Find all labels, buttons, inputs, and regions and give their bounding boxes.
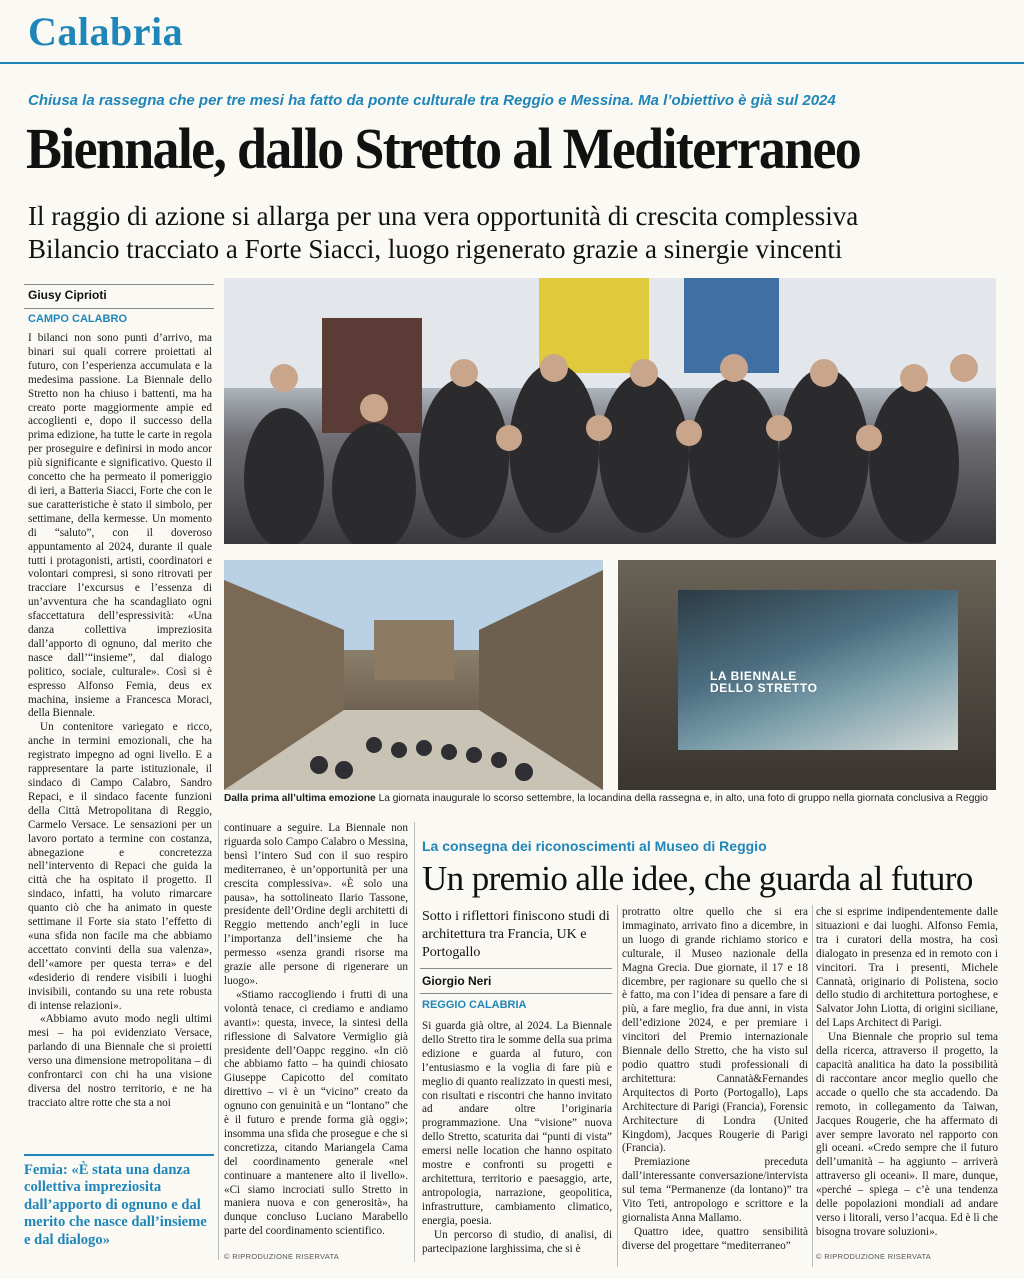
paragraph: Un percorso di studio, di analisi, di partecipazione larghissima, che si è	[422, 1228, 612, 1255]
top-divider	[0, 62, 1024, 64]
dateline-place: CAMPO CALABRO	[28, 313, 127, 325]
article2-lead: Sotto i riflettori finiscono studi di architettura tra Francia, UK e Portogallo	[422, 909, 610, 960]
caption-title: Dalla prima all’ultima emozione	[224, 793, 376, 804]
pull-quote-text: Femia: «È stata una danza collettiva impreziosita dall’apporto di ognuno e dal merito che nasce dall’insieme e dal dialogo»	[24, 1162, 207, 1248]
paragraph: che si esprime indipendentemente dalle situazioni e dai luoghi. Alfonso Femia, tra i curatori della mostra, ha così dialogato in presenza ed in remoto con i vincitori. Tra i presenti, Michele Cannatà, originario di Polistena, socio dello studio di architettura portoghese, e Salvator John Liotta, di origini siciliane, del Laps Architect di Parigi.	[816, 906, 998, 1030]
paragraph: I bilanci non sono punti d’arrivo, ma binari sui quali correre proiettati al futuro, con l’esperienza accumulata e la medesima passione. La Biennale dello Stretto non ha chiuso i battenti, ma ha creato porte maggiormente ampie ed accoglienti e, dopo il successo della prima edizione, ha tutte le carte in regola per proseguire e definirsi in modo ancor più significante e significativo. Questo il concetto che ha permeato il pomeriggio di ieri, a Batteria Siacci, Forte che con le sue caratteristiche è stato il simbolo, per settimane, della kermesse. Un momento di “saluto”, con il doveroso appuntamento al 2024, durante il quale tutti i protagonisti, artisti, coordinatori e volontari compresi, si sono ritrovati per tracciare l’excursus e l’essenza di un’avventura che ha scandagliato ogni sfaccettatura dell’espressività: «Una danza collettiva impreziosita dall’apporto di ognuno, dal merito che nasce dall’“insieme”, dal dialogo politico, sociale, culturale». Così si è espresso Alfonso Femia, deus ex machina, insieme a Francesca Moraci, della Biennale.	[28, 332, 212, 720]
copyright-notice: © RIPRODUZIONE RISERVATA	[816, 1252, 932, 1261]
paragraph: continuare a seguire. La Biennale non riguarda solo Campo Calabro o Messina, bensì l’intero Sud con il suo respiro mediterraneo, è un’opportunità per una crescita complessiva». «È solo una pausa», ha sottolineato Ilario Tassone, presidente dell’Ordine degli architetti di Reggio mettendo anch’egli in luce l’importanza dell’insieme che ha permesso «senza grandi risorse ma grazie alle persone di rigenerare un luogo».	[224, 822, 408, 987]
subhead-line-1: Il raggio di azione si allarga per una vera opportunità di crescita complessiva	[28, 201, 859, 231]
section-title: Calabria	[28, 9, 184, 54]
byline-divider	[24, 284, 214, 285]
article-column-2	[224, 822, 408, 1246]
poster-title-line-2: DELLO STRETTO	[710, 681, 818, 695]
article-kicker: Chiusa la rassegna che per tre mesi ha fatto da ponte culturale tra Reggio e Messina. Ma l’obiettivo è già sul 2024	[28, 92, 836, 109]
paragraph: Quattro idee, quattro sensibilità diverse del progettare “mediterraneo”	[622, 1225, 808, 1252]
subhead-line-2: Bilancio tracciato a Forte Siacci, luogo rigenerato grazie a sinergie vincenti	[28, 234, 843, 264]
paragraph: «Abbiamo avuto modo negli ultimi mesi – ha poi evidenziato Versace, parlando di una Biennale che si proietti verso una dimensione metropolitana – di confrontarci con chi ha una visione diversa del nostro territorio, e ne ha tracciato altre rotte che sta a noi	[28, 1013, 212, 1109]
article-headline: Biennale, dallo Stretto al Mediterraneo	[26, 116, 861, 181]
copyright-notice: © RIPRODUZIONE RISERVATA	[224, 1252, 340, 1261]
column-divider	[812, 905, 813, 1267]
poster-title-line-1: LA BIENNALE	[710, 669, 797, 683]
article-subhead	[28, 200, 1018, 266]
poster-photo	[618, 560, 996, 790]
paragraph: protratto oltre quello che si era immaginato, arrivato fino a dicembre, in un luogo di grande richiamo storico e culturale, il Museo nazionale della Magna Grecia. Due giornate, il 17 e 18 dicembre, per ragionare su quello che si è fatto, ma con l’idea di pensare a fare di più, a fare meglio, fra due anni, in vista dell’edizione 2024, e per premiare i vincitori del Premio internazionale Biennale dello Stretto, che ha visto sul podio quattro studi professionali di architettura: Cannatà&Fernandes Arquitectos di Porto (Portogallo), Laps Architecture di Parigi (Francia), Forensic Architecture di Londra (United Kingdom), Jacques Rougerie di Parigi (Francia).	[622, 906, 808, 1155]
arches-photo-illustration	[224, 560, 603, 790]
article2-kicker: La consegna dei riconoscimenti al Museo di Reggio	[422, 838, 767, 854]
dateline-place: REGGIO CALABRIA	[422, 999, 527, 1011]
article2-column-3	[816, 906, 998, 1246]
group-photo-illustration	[224, 278, 996, 544]
poster-title	[710, 670, 818, 694]
pull-quote	[24, 1154, 214, 1258]
article-column-1	[28, 332, 212, 1152]
column-divider	[617, 905, 618, 1267]
byline-divider	[420, 993, 612, 994]
author-name: Giusy Ciprioti	[28, 288, 107, 302]
byline-divider	[24, 308, 214, 309]
author-name: Giorgio Neri	[422, 974, 492, 988]
paragraph: Una Biennale che proprio sul tema della ricerca, attraverso il progetto, la capacità analitica ha dato la possibilità di raccontare ancor meglio quello che accade o quello che sta accadendo. Da remoto, in collegamento da Taiwan, Jacques Rougerie, che ha affermato di aver sempre lavorato nel rapporto con gli oceani. «Credo sempre che il futuro dell’umanità – ha aggiunto – arriverà attraverso gli oceani». Il mare, dunque, «perché – spiega – c’è una tendenza delle popolazioni mondiali ad andare verso i litorali, verso l’acqua. Ed è lì che bisogna trovare soluzioni».	[816, 1031, 998, 1238]
paragraph: Premiazione preceduta dall’interessante conversazione/intervista sul tema “Permanenze (da lontano)” tra Vito Teti, antropologo e scrittore e la giornalista Anna Mallamo.	[622, 1156, 808, 1224]
arches-photo	[224, 560, 603, 790]
article2-column-1	[422, 1020, 612, 1270]
photo-caption	[224, 792, 996, 806]
group-photo	[224, 278, 996, 544]
paragraph: «Stiamo raccogliendo i frutti di una volontà tenace, ci crediamo e andiamo avanti»: questa, invece, la sintesi della riflessione di Salvatore Vermiglio già presidente dell’Oappc reggino. «In ciò che abbiamo fatto – ha quindi chiosato Giuseppe Capicotto del comitato direttivo – vi è un “vicino” creato da ognuno con genuinità e un “lontano” che è il futuro e prende forma già oggi»; insomma una sfida che prosegue e che si concretizza, citando Mariangela Cama del coordinamento generale «nel continuare a mantenere alto il livello». «Ci siamo incrociati sullo Stretto in maniera nuova e con generosità», ha dunque concluso Luciano Marabello parte del coordinamento scientifico.	[224, 988, 408, 1238]
byline-divider	[420, 968, 612, 969]
article2-column-2	[622, 906, 808, 1270]
caption-text: La giornata inaugurale lo scorso settembre, la locandina della rassegna e, in alto, una foto di gruppo nella giornata conclusiva a Reggio	[378, 793, 988, 804]
column-divider	[218, 820, 219, 1260]
article2-headline: Un premio alle idee, che guarda al futuro	[422, 859, 973, 898]
paragraph: Un contenitore variegato e ricco, anche in termini emozionali, che ha registrato impegno ad ogni livello. E a rappresentare la parte istituzionale, il sindaco di Campo Calabro, Sandro Repaci, e il sindaco facente funzioni della Città Metropolitana di Reggio, Carmelo Versace. Le sensazioni per un lavoro portato a termine con costanza, abnegazione e concretezza nell’intervento di Repaci che guida la città che ha ospitato il progetto. Il sindaco, infatti, ha voluto rimarcare quanto ciò che ha animato in queste settimane il Forte sia stato l’effetto di «una sfida non facile ma che abbiamo accettato convinti della sua valenza», dell’«amore per questa terra» e del «desiderio di rendere visibili i luoghi invisibili, contando su una rete robusta di intense relazioni».	[28, 721, 212, 1012]
paragraph: Si guarda già oltre, al 2024. La Biennale dello Stretto tira le somme della sua prima edizione e guarda al futuro, con l’entusiasmo e la voglia di fare più e meglio di quanto realizzato in questi mesi, con risultati e riscontri che hanno invitato ad andare oltre l’originaria programmazione. Una “visione” nuova dello Stretto, scaturita dai “punti di vista” emersi nelle location che hanno ospitato mostre e confronti su progetti e architettura, territorio e paesaggio, arte, antropologia, narrazione, geopolitica, infrastrutture, cambiamento climatico, energia, poesia.	[422, 1020, 612, 1227]
column-divider	[414, 822, 415, 1262]
